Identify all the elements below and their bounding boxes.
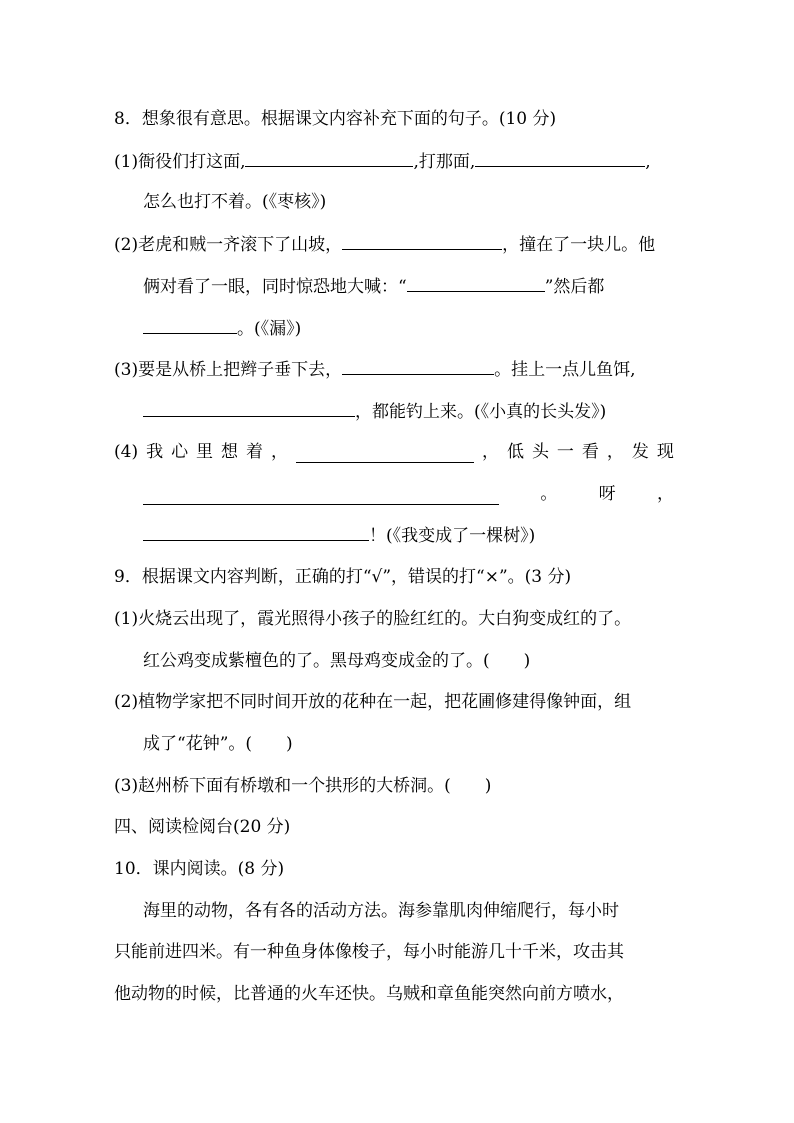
q8-item-2-line-3 (143, 317, 301, 340)
q8-4-blank-1[interactable] (296, 446, 474, 463)
q8-3-blank-1[interactable] (342, 358, 494, 375)
q9-item-3: (3)赵州桥下面有桥墩和一个拱形的大桥洞。( ) (114, 776, 492, 796)
q9-item-2-line-1: (2)植物学家把不同时间开放的花种在一起，把花圃修建得像钟面，组 (114, 692, 632, 712)
q8-item-3-line-1 (114, 358, 636, 381)
q9-item-1-line-2: 红公鸡变成紫檀色的了。黑母鸡变成金的了。( ) (143, 651, 531, 671)
q8-4-b5: 看 (581, 442, 599, 462)
q8-title: 8．想象很有意思。根据课文内容补充下面的句子。(10 分) (114, 109, 557, 129)
q8-1-text-a: (1)衙役们打这面, (114, 152, 246, 172)
q8-item-4-line-1 (114, 441, 674, 463)
q8-4-text-d: ！(《我变成了一棵树》) (369, 526, 536, 546)
q8-item-4-line-3 (143, 524, 535, 547)
q8-4-b1: ， (481, 442, 499, 462)
q8-2-text-d: ”然后都 (544, 277, 605, 297)
q8-item-2-line-2 (143, 275, 604, 298)
q8-2-text-a: (2)老虎和贼一齐滚下了山坡， (114, 235, 343, 255)
q8-2-blank-3[interactable] (143, 317, 237, 334)
q8-4-blank-3[interactable] (143, 524, 369, 541)
q8-2-text-c: 俩对看了一眼，同时惊恐地大喊：“ (143, 277, 407, 297)
q8-1-text-c: , (645, 152, 651, 172)
q8-2-blank-2[interactable] (407, 275, 545, 292)
q9-item-1-line-1: (1)火烧云出现了，霞光照得小孩子的脸红红的。大白狗变成红的了。 (114, 609, 632, 629)
q9-title: 9．根据课文内容判断，正确的打“√”，错误的打“×”。(3 分) (114, 567, 572, 587)
q10-passage-line-3: 他动物的时候，比普通的火车还快。乌贼和章鱼能突然向前方喷水， (114, 984, 624, 1004)
q8-3-text-b: 。挂上一点儿鱼饵, (494, 360, 636, 380)
q8-4-a3: 心 (171, 442, 189, 462)
q8-4-a5: 想 (221, 442, 239, 462)
q10-title: 10．课内阅读。(8 分) (114, 859, 285, 879)
q10-passage-line-2: 只能前进四米。有一种鱼身体像梭子，每小时能游几十千米，攻击其 (114, 942, 624, 962)
q8-3-blank-2[interactable] (143, 400, 355, 417)
q8-4-b3: 头 (531, 442, 549, 462)
q8-4-a2: 我 (146, 442, 164, 462)
q8-4-b7: 发 (631, 442, 649, 462)
q8-4-b6: ， (606, 442, 624, 462)
q9-item-2-line-2: 成了“花钟”。( ) (143, 734, 293, 754)
q8-4-a6: 着 (246, 442, 264, 462)
q10-passage-line-1: 海里的动物，各有各的活动方法。海参靠肌肉伸缩爬行，每小时 (143, 901, 619, 921)
q8-item-3-line-2 (143, 400, 606, 423)
q8-4-b8: 现 (656, 442, 674, 462)
q8-4-b2: 低 (506, 442, 524, 462)
q8-4-c2: 呀 (598, 484, 616, 504)
section-4-heading: 四、阅读检阅台(20 分) (114, 817, 291, 837)
q8-3-text-c: ，都能钓上来。(《小真的长头发》) (355, 402, 607, 422)
q8-1-blank-1[interactable] (245, 150, 413, 167)
q8-4-c3: ， (656, 484, 674, 504)
q8-4-a1: (4) (114, 442, 139, 462)
q8-3-text-a: (3)要是从桥上把辫子垂下去， (114, 360, 343, 380)
q8-1-text-b: ,打那面, (413, 152, 476, 172)
q8-item-2-line-1 (114, 233, 655, 256)
q8-4-c1: 。 (540, 484, 558, 504)
q8-item-1-line-2: 怎么也打不着。(《枣核》) (143, 192, 327, 212)
q8-4-a4: 里 (196, 442, 214, 462)
q8-2-text-b: ，撞在了一块儿。他 (502, 235, 656, 255)
q8-1-blank-2[interactable] (475, 150, 645, 167)
q8-2-text-e: 。(《漏》) (237, 319, 302, 339)
q8-item-4-line-2 (143, 483, 674, 505)
q8-4-b4: 一 (556, 442, 574, 462)
q8-4-blank-2[interactable] (143, 488, 499, 505)
q8-item-1-line-1 (114, 150, 651, 173)
q8-2-blank-1[interactable] (342, 233, 502, 250)
q8-4-a7: ， (271, 442, 288, 462)
